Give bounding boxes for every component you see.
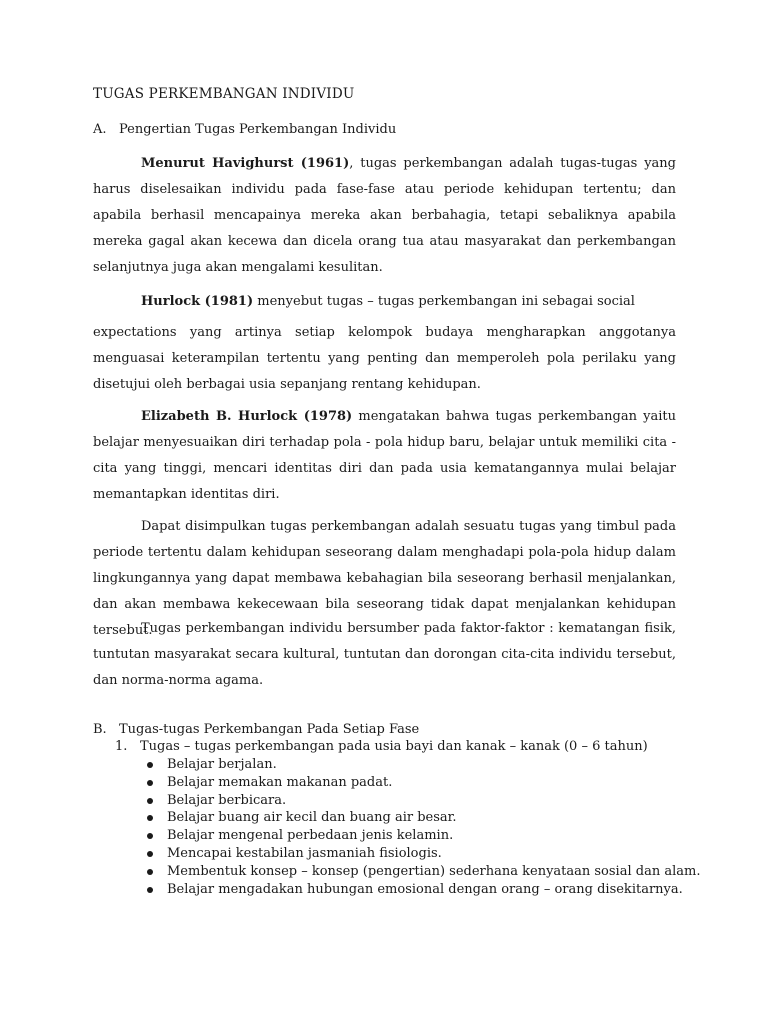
list-item: Belajar berbicara. <box>141 792 700 810</box>
list-item: Membentuk konsep – konsep (pengertian) sederhana kenyataan sosial dan alam. <box>141 863 700 881</box>
section-b-number: B. <box>93 722 107 737</box>
bullet-icon <box>147 780 153 786</box>
section-a-heading <box>93 122 396 137</box>
list-item: Belajar mengadakan hubungan emosional dengan orang – orang disekitarnya. <box>141 881 700 899</box>
citation-hurlock-1981: Hurlock (1981) <box>141 294 254 309</box>
subsection-1-number: 1. <box>115 739 128 754</box>
list-item: Belajar memakan makanan padat. <box>141 774 700 792</box>
paragraph-hurlock-1978 <box>93 404 676 508</box>
citation-hurlock-1978: Elizabeth B. Hurlock (1978) <box>141 409 353 424</box>
bullet-icon <box>147 887 153 893</box>
paragraph-havighurst <box>93 151 676 281</box>
bullet-icon <box>147 833 153 839</box>
list-item: Belajar berjalan. <box>141 756 700 774</box>
citation-havighurst: Menurut Havighurst (1961) <box>141 156 350 171</box>
document-page <box>93 0 701 1024</box>
task-list <box>141 756 700 898</box>
bullet-icon <box>147 762 153 768</box>
bullet-icon <box>147 815 153 821</box>
subsection-1-title: Tugas – tugas perkembangan pada usia bayi dan kanak – kanak (0 – 6 tahun) <box>140 739 648 754</box>
section-a-number: A. <box>93 122 107 137</box>
section-b-title: Tugas-tugas Perkembangan Pada Setiap Fase <box>119 722 420 737</box>
bullet-icon <box>147 851 153 857</box>
section-b-heading <box>93 721 419 739</box>
subsection-1-heading <box>115 738 648 756</box>
paragraph-hurlock-1978-text: mengatakan bahwa tugas perkembangan yaitu belajar menyesuaikan diri terhadap pola - pola hidup baru, belajar untuk memiliki cita - cita yang tinggi, mencari identitas diri dan pada usia kematangannya mulai belajar memantapkan identitas diri. <box>93 409 676 502</box>
document-title: TUGAS PERKEMBANGAN INDIVIDU <box>93 86 355 102</box>
list-item: Mencapai kestabilan jasmaniah fisiologis. <box>141 845 700 863</box>
paragraph-sources: Tugas perkembangan individu bersumber pada faktor-faktor : kematangan fisik, tuntutan masyarakat secara kultural, tuntutan dan dorongan cita-cita individu tersebut, dan norma-norma agama. <box>93 621 676 688</box>
paragraph-hurlock-1981-first-line <box>93 289 676 315</box>
paragraph-havighurst-text: , tugas perkembangan adalah tugas-tugas yang harus diselesaikan individu pada fase-fase atau periode kehidupan tertentu; dan apabila berhasil mencapainya mereka akan berbahagia, tetapi sebaliknya apabila mereka gagal akan kecewa dan dicela orang tua atau masyarakat dan perkembangan selanjutnya juga akan mengalami kesulitan. <box>93 156 676 275</box>
list-item: Belajar mengenal perbedaan jenis kelamin. <box>141 827 700 845</box>
bullet-icon <box>147 798 153 804</box>
paragraph-hurlock-1981: expectations yang artinya setiap kelompok budaya mengharapkan anggotanya menguasai keterampilan tertentu yang penting dan memperoleh pola perilaku yang disetujui oleh berbagai usia sepanjang rentang kehidupan. <box>93 325 676 392</box>
paragraph-hurlock-1981-line1: menyebut tugas – tugas perkembangan ini sebagai social <box>253 294 635 309</box>
list-item: Belajar buang air kecil dan buang air besar. <box>141 809 700 827</box>
paragraph-conclusion: Dapat disimpulkan tugas perkembangan adalah sesuatu tugas yang timbul pada periode tertentu dalam kehidupan seseorang dalam menghadapi pola-pola hidup dalam lingkungannya yang dapat membawa kebahagian bila seseorang berhasil menjalankan, dan akan membawa kekecewaan bila seseorang tidak dapat menjalankan kehidupan tersebut. <box>93 519 676 638</box>
section-a-title: Pengertian Tugas Perkembangan Individu <box>119 122 397 137</box>
bullet-icon <box>147 869 153 875</box>
